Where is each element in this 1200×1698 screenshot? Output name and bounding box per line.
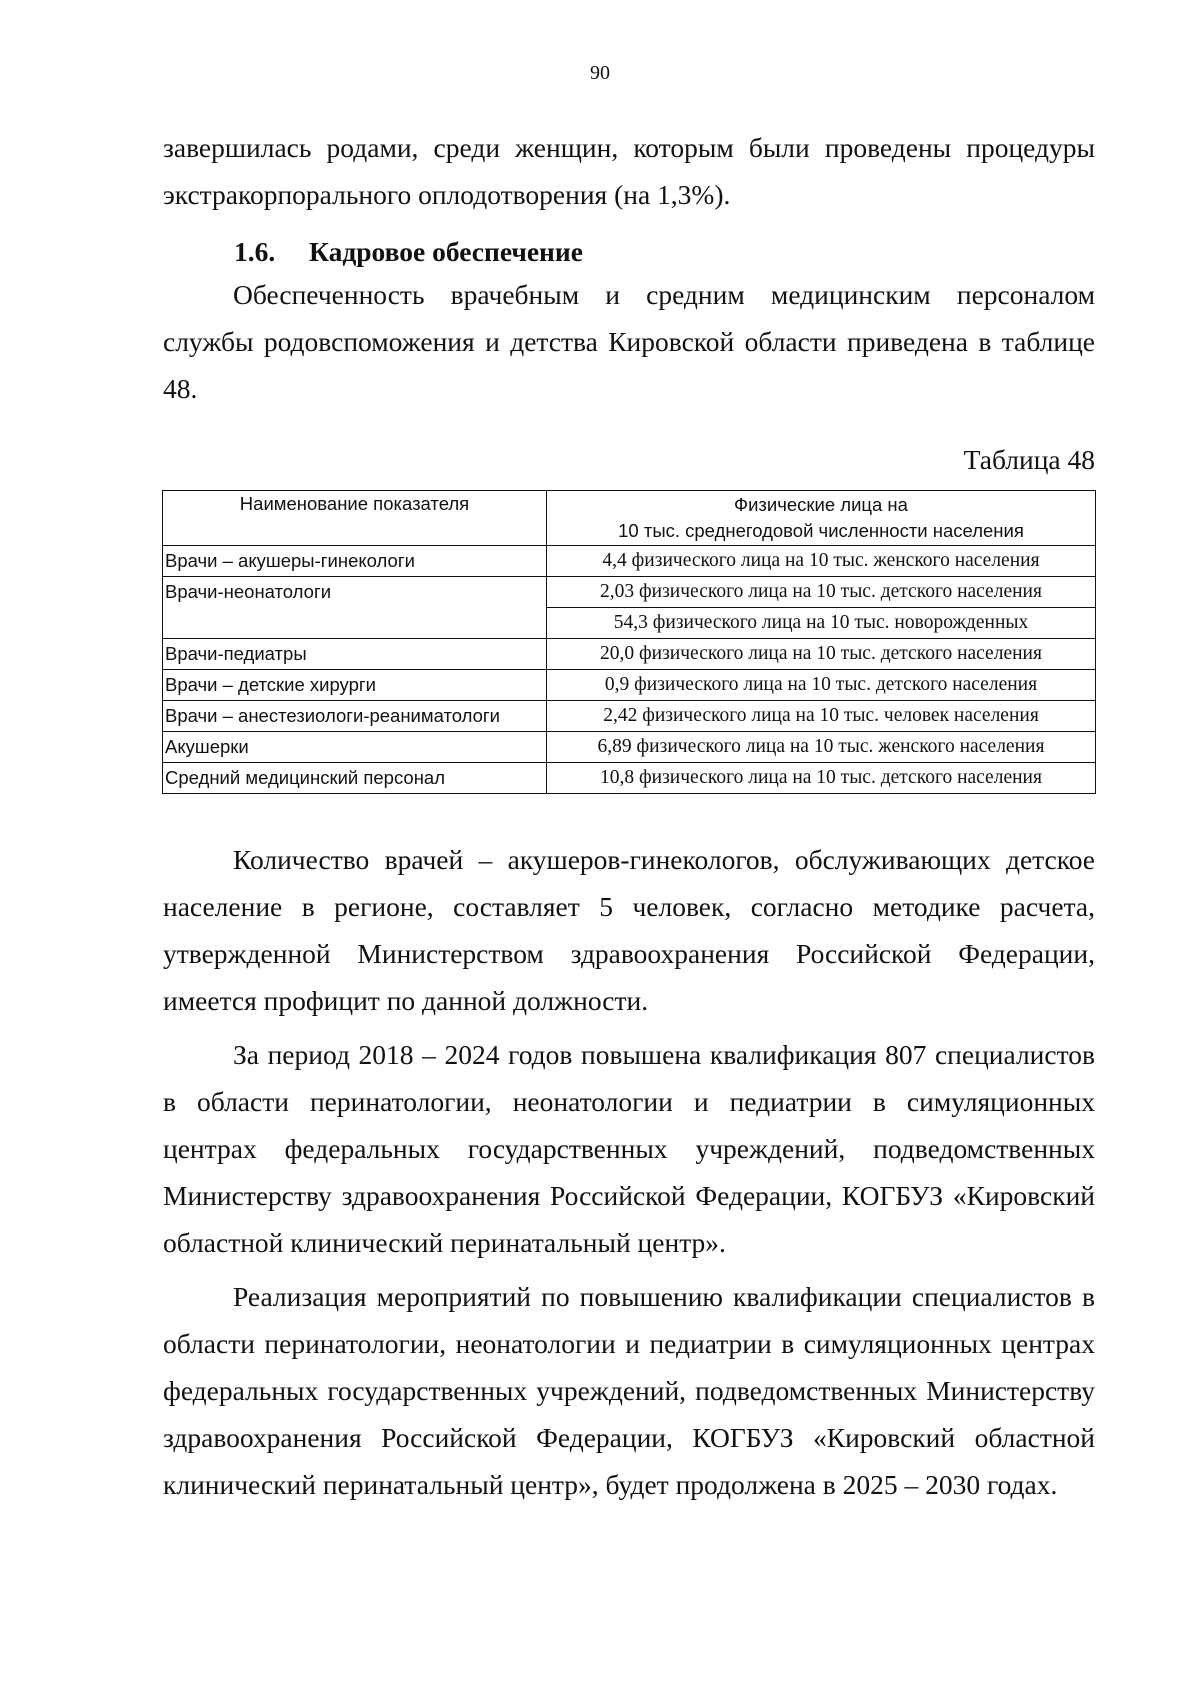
header-indicator-name: Наименование показателя: [163, 491, 547, 546]
section-title: Кадровое обеспечение: [309, 236, 583, 267]
row-name: Врачи – анестезиологи-реаниматологи: [163, 701, 547, 732]
table-row: [163, 670, 1096, 701]
row-name: Акушерки: [163, 732, 547, 763]
row-name: Врачи-неонатологи: [163, 577, 547, 608]
intro-paragraph: завершилась родами, среди женщин, которым были проведены процедуры экстракорпорального оплодотворения (на 1,3%).: [163, 132, 1095, 210]
header-physical-persons: [547, 491, 1096, 546]
table-row: [163, 763, 1096, 794]
row-name: [163, 608, 547, 639]
row-name: Врачи – детские хирурги: [163, 670, 547, 701]
row-value: 10,8 физического лица на 10 тыс. детского населения: [547, 763, 1096, 794]
table-row: [163, 577, 1096, 608]
row-value: 20,0 физического лица на 10 тыс. детского населения: [547, 639, 1096, 670]
row-name: Средний медицинский персонал: [163, 763, 547, 794]
header-line-2: 10 тыс. среднегодовой численности населения: [618, 520, 1024, 541]
row-value: 54,3 физического лица на 10 тыс. новорожденных: [547, 608, 1096, 639]
table-caption: Таблица 48: [963, 444, 1095, 475]
table-row: [163, 608, 1096, 639]
section-heading: [234, 232, 583, 272]
page-number: 90: [590, 62, 610, 84]
section-number: 1.6.: [234, 236, 276, 267]
row-name: Врачи – акушеры-гинекологи: [163, 546, 547, 577]
staffing-table: [162, 490, 1096, 794]
header-line-1: Физические лица на: [734, 494, 908, 515]
staffing-intro-paragraph: Обеспеченность врачебным и средним медицинским персоналом службы родовспоможения и детства Кировской области приведена в таблице 48.: [163, 279, 1095, 404]
row-value: 2,42 физического лица на 10 тыс. человек населения: [547, 701, 1096, 732]
row-value: 4,4 физического лица на 10 тыс. женского населения: [547, 546, 1096, 577]
row-value: 2,03 физического лица на 10 тыс. детского населения: [547, 577, 1096, 608]
training-period-paragraph: За период 2018 – 2024 годов повышена квалификация 807 специалистов в области перинатологии, неонатологии и педиатрии в симуляционных центрах федеральных государственных учреждений, подведомственных Министерству здравоохранения Российской Федерации, КОГБУЗ «Кировский областной клинический перинатальный центр».: [163, 1039, 1095, 1258]
table-header-row: [163, 491, 1096, 546]
table-row: [163, 546, 1096, 577]
table-row: [163, 732, 1096, 763]
obgyn-count-paragraph: Количество врачей – акушеров-гинекологов, обслуживающих детское население в регионе, составляет 5 человек, согласно методике расчета, утвержденной Министерством здравоохранения Российской Федерации, имеется профицит по данной должности.: [163, 844, 1095, 1016]
row-value: 0,9 физического лица на 10 тыс. детского населения: [547, 670, 1096, 701]
training-continuation-paragraph: Реализация мероприятий по повышению квалификации специалистов в области перинатологии, неонатологии и педиатрии в симуляционных центрах федеральных государственных учреждений, подведомственных Министерству здравоохранения Российской Федерации, КОГБУЗ «Кировский областной клинический перинатальный центр», будет продолжена в 2025 – 2030 годах.: [163, 1281, 1095, 1500]
table-row: [163, 701, 1096, 732]
row-name: Врачи-педиатры: [163, 639, 547, 670]
row-value: 6,89 физического лица на 10 тыс. женского населения: [547, 732, 1096, 763]
table-row: [163, 639, 1096, 670]
